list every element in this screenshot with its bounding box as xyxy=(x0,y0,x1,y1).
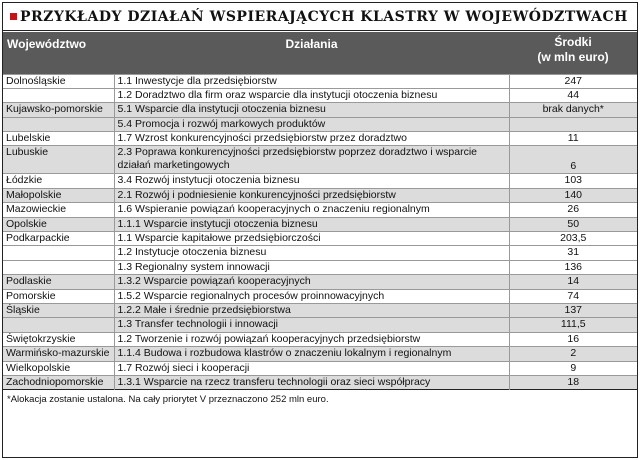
action-cell: 1.7 Wzrost konkurencyjności przedsiębiorstw przez doradztwo xyxy=(114,132,509,146)
footnote-row xyxy=(3,390,637,408)
action-cell: 1.2 Tworzenie i rozwój powiązań kooperacyjnych przedsiębiorstw xyxy=(114,332,509,346)
table-row xyxy=(3,232,637,246)
table-row xyxy=(3,188,637,202)
table-row xyxy=(3,174,637,188)
funds-cell: 136 xyxy=(509,260,637,274)
title-bar xyxy=(3,3,637,31)
page-title: PRZYKŁADY DZIAŁAŃ WSPIERAJĄCYCH KLASTRY W WOJEWÓDZTWACH xyxy=(20,8,628,25)
table-row xyxy=(3,217,637,231)
table-row xyxy=(3,74,637,88)
funds-cell: 247 xyxy=(509,74,637,88)
table-row xyxy=(3,246,637,260)
action-cell: 1.1.1 Wsparcie instytucji otoczenia biznesu xyxy=(114,217,509,231)
region-cell: Zachodniopomorskie xyxy=(3,375,114,389)
action-cell: 1.2 Doradztwo dla firm oraz wsparcie dla instytucji otoczenia biznesu xyxy=(114,88,509,102)
region-cell: Lubuskie xyxy=(3,146,114,174)
table-row xyxy=(3,88,637,102)
funds-cell: 44 xyxy=(509,88,637,102)
funds-cell: 31 xyxy=(509,246,637,260)
region-cell: Warmińsko-mazurskie xyxy=(3,347,114,361)
table-row xyxy=(3,132,637,146)
action-cell: 3.4 Rozwój instytucji otoczenia biznesu xyxy=(114,174,509,188)
table-row xyxy=(3,289,637,303)
region-cell: Śląskie xyxy=(3,303,114,317)
funds-cell: brak danych* xyxy=(509,103,637,117)
action-cell: 1.3.2 Wsparcie powiązań kooperacyjnych xyxy=(114,275,509,289)
action-cell: 1.6 Wspieranie powiązań kooperacyjnych o znaczeniu regionalnym xyxy=(114,203,509,217)
header-funds-line1: Środki xyxy=(554,35,592,49)
table-row xyxy=(3,375,637,389)
table-row xyxy=(3,361,637,375)
header-funds-line2: (w mln euro) xyxy=(537,50,609,64)
region-cell: Lubelskie xyxy=(3,132,114,146)
funds-cell xyxy=(509,117,637,131)
action-cell: 1.2 Instytucje otoczenia biznesu xyxy=(114,246,509,260)
region-cell: Wielkopolskie xyxy=(3,361,114,375)
action-cell: 1.1 Inwestycje dla przedsiębiorstw xyxy=(114,74,509,88)
action-cell: 2.1 Rozwój i podniesienie konkurencyjności przedsiębiorstw xyxy=(114,188,509,202)
funds-cell: 50 xyxy=(509,217,637,231)
action-cell: 1.3 Regionalny system innowacji xyxy=(114,260,509,274)
action-cell: 1.7 Rozwój sieci i kooperacji xyxy=(114,361,509,375)
region-cell: Mazowieckie xyxy=(3,203,114,217)
action-cell: 1.1 Wsparcie kapitałowe przedsiębiorczości xyxy=(114,232,509,246)
table-body xyxy=(3,74,637,390)
funds-cell: 111,5 xyxy=(509,318,637,332)
region-cell xyxy=(3,260,114,274)
table-row xyxy=(3,275,637,289)
funds-cell: 137 xyxy=(509,303,637,317)
region-cell xyxy=(3,318,114,332)
action-cell: 1.5.2 Wsparcie regionalnych procesów proinnowacyjnych xyxy=(114,289,509,303)
region-cell xyxy=(3,117,114,131)
table-row xyxy=(3,203,637,217)
region-cell xyxy=(3,88,114,102)
action-cell: 2.3 Poprawa konkurencyjności przedsiębiorstw poprzez doradztwo i wsparcie działań marketingowych xyxy=(114,146,509,174)
region-cell: Łódzkie xyxy=(3,174,114,188)
table-row xyxy=(3,260,637,274)
region-cell: Pomorskie xyxy=(3,289,114,303)
region-cell: Świętokrzyskie xyxy=(3,332,114,346)
region-cell xyxy=(3,246,114,260)
table-header-row xyxy=(3,32,637,74)
region-cell: Opolskie xyxy=(3,217,114,231)
footnote: *Alokacja zostanie ustalona. Na cały priorytet V przeznaczono 252 mln euro. xyxy=(3,390,637,408)
table-row xyxy=(3,303,637,317)
funds-cell: 9 xyxy=(509,361,637,375)
table-row xyxy=(3,347,637,361)
action-cell: 1.2.2 Małe i średnie przedsiębiorstwa xyxy=(114,303,509,317)
header-actions: Działania xyxy=(114,32,509,74)
clusters-table xyxy=(3,32,637,408)
funds-cell: 2 xyxy=(509,347,637,361)
region-cell: Małopolskie xyxy=(3,188,114,202)
funds-cell: 203,5 xyxy=(509,232,637,246)
funds-cell: 74 xyxy=(509,289,637,303)
funds-cell: 26 xyxy=(509,203,637,217)
region-cell: Podlaskie xyxy=(3,275,114,289)
funds-cell: 14 xyxy=(509,275,637,289)
funds-cell: 140 xyxy=(509,188,637,202)
region-cell: Kujawsko-pomorskie xyxy=(3,103,114,117)
table-row xyxy=(3,332,637,346)
action-cell: 1.3 Transfer technologii i innowacji xyxy=(114,318,509,332)
header-funds xyxy=(509,32,637,74)
action-cell: 1.1.4 Budowa i rozbudowa klastrów o znaczeniu lokalnym i regionalnym xyxy=(114,347,509,361)
funds-cell: 6 xyxy=(509,146,637,174)
region-cell: Dolnośląskie xyxy=(3,74,114,88)
action-cell: 1.3.1 Wsparcie na rzecz transferu technologii oraz sieci współpracy xyxy=(114,375,509,389)
red-square-bullet-icon xyxy=(10,13,17,20)
action-cell: 5.4 Promocja i rozwój markowych produktów xyxy=(114,117,509,131)
funds-cell: 103 xyxy=(509,174,637,188)
table-row xyxy=(3,103,637,117)
table-row xyxy=(3,117,637,131)
action-cell: 5.1 Wsparcie dla instytucji otoczenia biznesu xyxy=(114,103,509,117)
funds-cell: 11 xyxy=(509,132,637,146)
funds-cell: 16 xyxy=(509,332,637,346)
region-cell: Podkarpackie xyxy=(3,232,114,246)
table-row xyxy=(3,318,637,332)
funds-cell: 18 xyxy=(509,375,637,389)
table-row xyxy=(3,146,637,174)
header-region: Województwo xyxy=(3,32,114,74)
